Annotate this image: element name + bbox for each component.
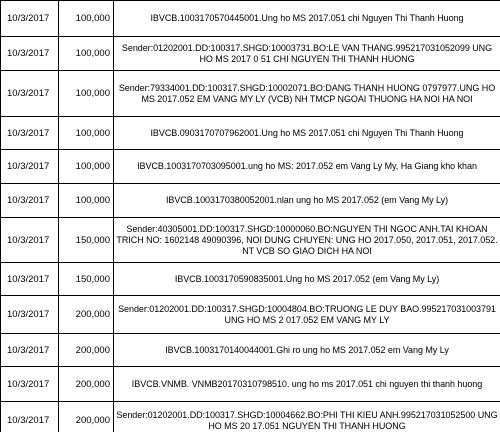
table-row xyxy=(1,71,500,117)
date-cell: 10/3/2017 xyxy=(1,218,59,263)
description-cell: Sender:40305001.DD:100317.SHGD:10000060.BO:NGUYEN THI NGOC ANH.TAI KHOAN TRICH NO: 1602148 49090396, NOI DUNG CHUYEN: UNG HO 2017.050, 2017.051, 2017.052. NT VCB SO GIAO DICH HA NOI xyxy=(114,218,500,263)
date-cell: 10/3/2017 xyxy=(1,184,59,218)
amount-cell: 150,000 xyxy=(59,263,114,296)
description-cell: Sender:01202001.DD:100317.SHGD:10004804.BO:TRUONG LE DUY BAO.995217031003791 UNG HO MS 2 017.052 EM VANG MY LY xyxy=(114,296,500,334)
table-row xyxy=(1,296,500,334)
date-cell: 10/3/2017 xyxy=(1,1,59,37)
date-cell: 10/3/2017 xyxy=(1,150,59,184)
table-row xyxy=(1,150,500,184)
table-row xyxy=(1,117,500,150)
table-row xyxy=(1,263,500,296)
table-row xyxy=(1,367,500,402)
amount-cell: 200,000 xyxy=(59,402,114,432)
date-cell: 10/3/2017 xyxy=(1,71,59,117)
table-row xyxy=(1,218,500,263)
date-cell: 10/3/2017 xyxy=(1,296,59,334)
amount-cell: 200,000 xyxy=(59,367,114,402)
date-cell: 10/3/2017 xyxy=(1,402,59,432)
description-cell: IBVCB.1003170703095001.ung ho MS: 2017.052 em Vang Ly My, Ha Giang kho khan xyxy=(114,150,500,184)
amount-cell: 100,000 xyxy=(59,37,114,71)
amount-cell: 100,000 xyxy=(59,1,114,37)
amount-cell: 100,000 xyxy=(59,71,114,117)
amount-cell: 200,000 xyxy=(59,296,114,334)
date-cell: 10/3/2017 xyxy=(1,334,59,367)
table-row xyxy=(1,334,500,367)
table-row xyxy=(1,37,500,71)
date-cell: 10/3/2017 xyxy=(1,37,59,71)
description-cell: IBVCB.1003170570445001.Ung ho MS 2017.051 chi Nguyen Thi Thanh Huong xyxy=(114,1,500,37)
date-cell: 10/3/2017 xyxy=(1,117,59,150)
description-cell: IBVCB.1003170380052001.nlan ung ho MS 2017.052 (em Vang My Ly) xyxy=(114,184,500,218)
amount-cell: 200,000 xyxy=(59,334,114,367)
date-cell: 10/3/2017 xyxy=(1,263,59,296)
description-cell: Sender:79334001.DD:100317.SHGD:10002071.BO:DANG THANH HUONG 0797977.UNG HO MS 2017.052 EM VANG MY LY (VCB) NH TMCP NGOAI THUONG HA NOI HA NOI xyxy=(114,71,500,117)
description-cell: IBVCB.1003170590835001.Ung ho MS 2017.052 (em Vang My Ly) xyxy=(114,263,500,296)
table-row xyxy=(1,402,500,432)
amount-cell: 100,000 xyxy=(59,184,114,218)
description-cell: IBVCB.1003170140044001.Ghi ro ung ho MS 2017.052 em Vang My Ly xyxy=(114,334,500,367)
table-row xyxy=(1,184,500,218)
description-cell: IBVCB.VNMB. VNMB20170310798510. ung ho ms 2017.051 chi nguyen thi thanh huong xyxy=(114,367,500,402)
table-row xyxy=(1,1,500,37)
amount-cell: 100,000 xyxy=(59,117,114,150)
description-cell: IBVCB.0903170707962001.Ung ho MS 2017.051 chi Nguyen Thi Thanh Huong xyxy=(114,117,500,150)
description-cell: Sender:01202001.DD:100317.SHGD:10003731.BO:LE VAN THANG.995217031052099 UNG HO MS 2017 0 51 CHI NGUYEN THI THANH HUONG xyxy=(114,37,500,71)
amount-cell: 150,000 xyxy=(59,218,114,263)
transaction-table-body xyxy=(1,1,500,432)
description-cell: Sender:01202001.DD:100317.SHGD:10004662.BO:PHI THI KIEU ANH.995217031052500 UNG HO MS 20 17.051 NGUYEN THI THANH HUONG xyxy=(114,402,500,432)
date-cell: 10/3/2017 xyxy=(1,367,59,402)
amount-cell: 100,000 xyxy=(59,150,114,184)
